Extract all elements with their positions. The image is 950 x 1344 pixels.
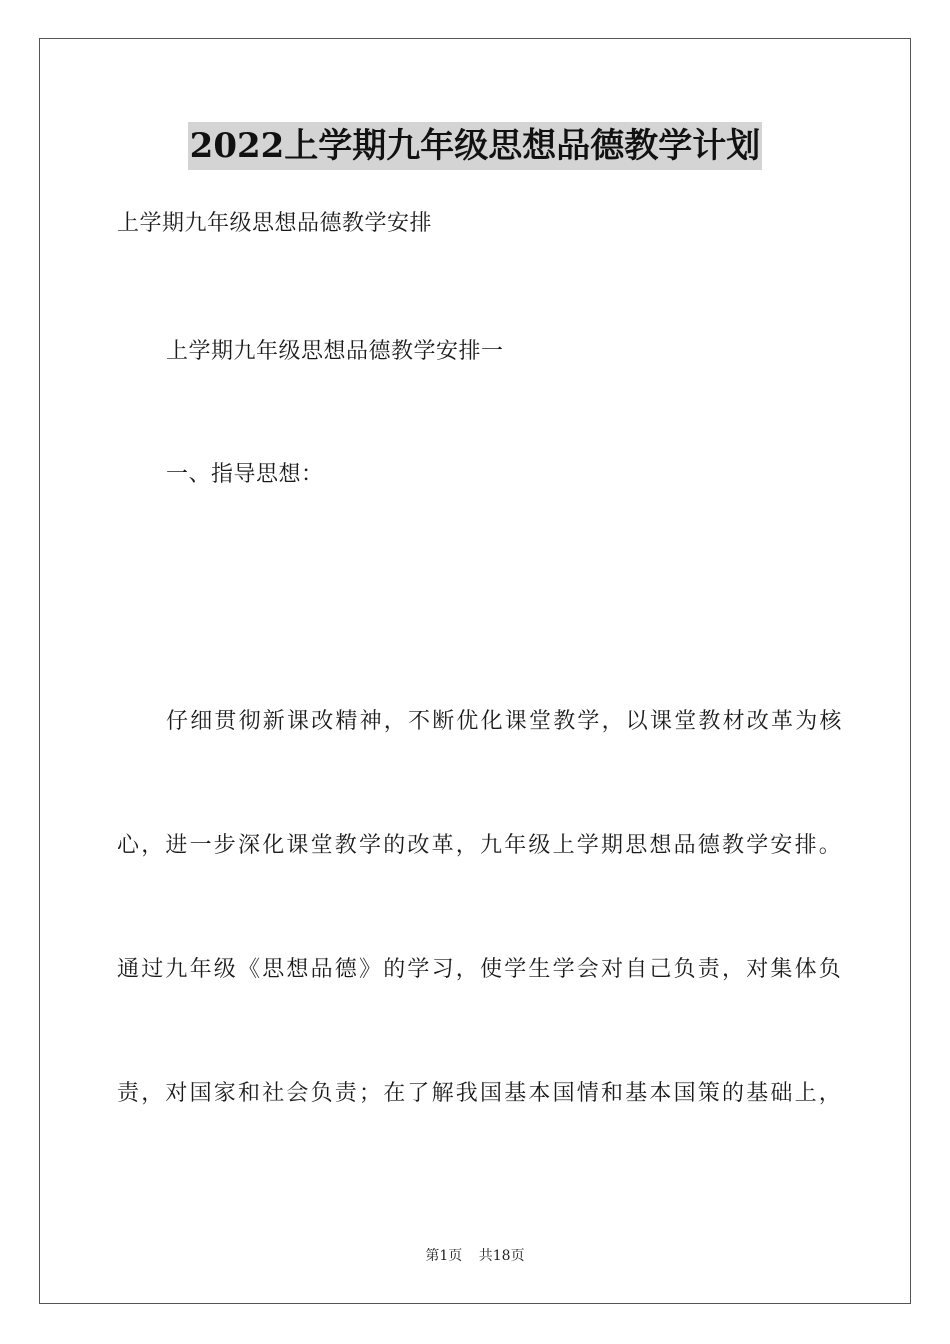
title-container <box>0 122 950 170</box>
page-number: 第1页 <box>425 1248 463 1264</box>
body-text-line: 责，对国家和社会负责；在了解我国基本国情和基本国策的基础上， <box>117 1081 844 1106</box>
page-count: 共18页 <box>478 1248 525 1264</box>
document-title: 2022上学期九年级思想品德教学计划 <box>188 122 763 170</box>
body-text-line: 通过九年级《思想品德》的学习，使学生学会对自己负责，对集体负 <box>117 957 844 982</box>
page-footer <box>0 1247 950 1265</box>
document-subtitle: 上学期九年级思想品德教学安排 <box>117 211 433 236</box>
section-heading: 上学期九年级思想品德教学安排一 <box>166 339 504 364</box>
body-text-line: 仔细贯彻新课改精神，不断优化课堂教学，以课堂教材改革为核 <box>166 709 844 734</box>
subsection-title: 一、指导思想： <box>166 462 324 487</box>
body-text-line: 心，进一步深化课堂教学的改革，九年级上学期思想品德教学安排。 <box>117 833 844 858</box>
